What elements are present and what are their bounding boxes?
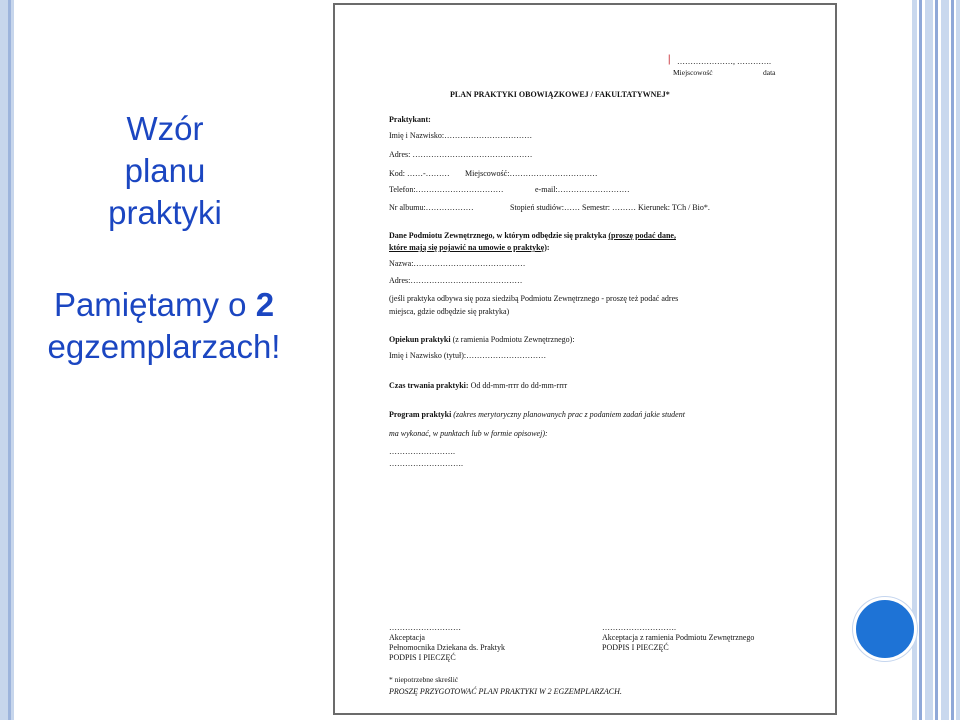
- entity-heading-underlined2: które mają się pojawić na umowie o praktykę: [389, 243, 545, 252]
- program-line1: [389, 410, 685, 419]
- trainee-city: Miejscowość:……………………………: [465, 169, 598, 178]
- entity-heading-text: Dane Podmiotu Zewnętrznego, w którym odbędzie się praktyka: [389, 231, 607, 240]
- place-label: Miejscowość: [673, 68, 713, 77]
- trainee-address: Adres: ………………………………………: [389, 150, 533, 159]
- entity-note-line1: (jeśli praktyka odbywa się poza siedzibą Podmiotu Zewnętrznego - proszę też podać adres: [389, 294, 679, 303]
- accept-left-2: Pełnomocnika Dziekana ds. Praktyk: [389, 643, 505, 652]
- trainee-degree: Stopień studiów:…… Semestr: ……… Kierunek: TCh / Bio*.: [510, 203, 710, 212]
- slide-title-line: planu: [124, 152, 206, 189]
- program-dots2: ……………………….: [389, 459, 463, 468]
- slide-title-line: praktyki: [108, 194, 222, 231]
- trainee-code: Kod: ……-………: [389, 169, 450, 178]
- stripe: [912, 0, 917, 720]
- supervisor-heading-bold: Opiekun praktyki: [389, 335, 451, 344]
- entity-heading-end: ):: [544, 243, 550, 252]
- decor-circle: [853, 597, 917, 661]
- entity-note-line2: miejsca, gdzie odbędzie się praktyka): [389, 307, 510, 316]
- accept-right-2: PODPIS I PIECZĘĆ: [602, 643, 669, 652]
- signature-dots-left: ………………………: [389, 623, 461, 632]
- duration-rest: Od dd-mm-rrrr do dd-mm-rrrr: [468, 381, 568, 390]
- duration-line: [389, 381, 567, 390]
- document-preview: [333, 3, 837, 715]
- trainee-phone: Telefon:……………………………: [389, 185, 504, 194]
- place-date-dots: …………………, ………….: [677, 57, 771, 66]
- duration-bold: Czas trwania praktyki:: [389, 381, 469, 390]
- trainee-email: e-mail:………………………: [535, 185, 630, 194]
- entity-heading-cont: [389, 243, 550, 252]
- signature-dots-right: ……………………….: [602, 623, 676, 632]
- program-dots1: …………………….: [389, 447, 455, 456]
- footer-note: PROSZĘ PRZYGOTOWAĆ PLAN PRAKTYKI W 2 EGZEMPLARZACH.: [389, 687, 622, 696]
- slide-note: [14, 284, 314, 368]
- slide-title: [90, 108, 240, 234]
- entity-address: Adres:……………………………………: [389, 276, 523, 285]
- accept-left-3: PODPIS I PIECZĘĆ: [389, 653, 456, 662]
- stripe: [919, 0, 922, 720]
- right-decor-stripes: [912, 0, 960, 720]
- left-decor-bar: [0, 0, 14, 720]
- red-cursor-mark: |: [668, 53, 671, 65]
- program-bold: Program praktyki: [389, 410, 452, 419]
- trainee-album: Nr albumu:………………: [389, 203, 474, 212]
- stripe: [956, 0, 960, 720]
- supervisor-heading-rest: (z ramienia Podmiotu Zewnętrznego):: [450, 335, 575, 344]
- note-number: 2: [255, 286, 275, 323]
- trainee-name: Imię i Nazwisko:……………………………: [389, 131, 533, 140]
- note-prefix: Pamiętamy o: [53, 286, 256, 323]
- supervisor-name: Imię i Nazwisko (tytuł):…………………………: [389, 351, 547, 360]
- left-decor-line: [8, 0, 11, 720]
- entity-heading-underlined: (proszę podać dane,: [608, 231, 676, 240]
- footnote: * niepotrzebne skreślić: [389, 675, 459, 684]
- program-rest1: (zakres merytoryczny planowanych prac z podaniem zadań jakie student: [451, 410, 685, 419]
- trainee-heading: Praktykant:: [389, 115, 431, 124]
- slide-note-line2: egzemplarzach!: [47, 328, 281, 365]
- stripe: [925, 0, 933, 720]
- slide-note-line1: [14, 284, 314, 326]
- stripe: [951, 0, 954, 720]
- entity-name: Nazwa:……………………………………: [389, 259, 526, 268]
- entity-heading: [389, 231, 676, 240]
- accept-left-1: Akceptacja: [389, 633, 425, 642]
- document-title: PLAN PRAKTYKI OBOWIĄZKOWEJ / FAKULTATYWNEJ*: [450, 90, 670, 99]
- supervisor-heading: [389, 335, 575, 344]
- stripe: [941, 0, 949, 720]
- program-line2: ma wykonać, w punktach lub w formie opisowej):: [389, 429, 548, 438]
- slide-title-line: Wzór: [126, 110, 204, 147]
- stripe: [935, 0, 938, 720]
- date-label: data: [763, 68, 776, 77]
- accept-right-1: Akceptacja z ramienia Podmiotu Zewnętrznego: [602, 633, 755, 642]
